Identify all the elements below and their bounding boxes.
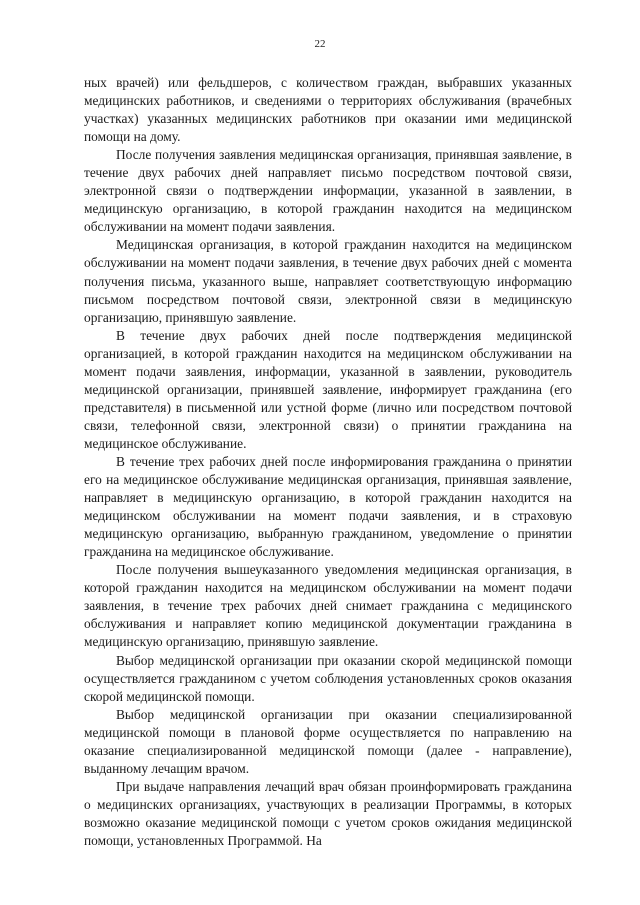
paragraph: В течение двух рабочих дней после подтверждения медицинской организацией, в которой гражданин находится на медицинском обслуживании на момент подачи заявления, информации, указанной в заявлении, руководитель медицинской организации, принявшей заявление, информирует гражданина (его представителя) в письменной или устной форме (лично или посредством почтовой связи, телефонной связи, электронной связи) о принятии гражданина на медицинское обслуживание. (84, 327, 572, 451)
paragraph: Медицинская организация, в которой гражданин находится на медицинском обслуживании на момент подачи заявления, в течение двух рабочих дней с момента получения письма, указанного выше, направляет соответствующую информацию письмом посредством почтовой связи, электронной связи в медицинскую организацию, принявшую заявление. (84, 237, 572, 325)
paragraph: Выбор медицинской организации при оказании специализированной медицинской помощи в плановой форме осуществляется по направлению на оказание специализированной медицинской помощи (далее - направление), выданному лечащим врачом. (84, 706, 572, 776)
page-number: 22 (314, 38, 326, 50)
paragraph: Выбор медицинской организации при оказании скорой медицинской помощи осуществляется гражданином с учетом соблюдения установленных сроков оказания скорой медицинской помощи. (84, 652, 572, 704)
paragraph: После получения вышеуказанного уведомления медицинская организация, в которой гражданин находится на медицинском обслуживании на момент подачи заявления, в течение трех рабочих дней снимает гражданина с медицинского обслуживания и направляет копию медицинской документации гражданина в медицинскую организацию, принявшую заявление. (84, 562, 572, 650)
document-body (84, 74, 572, 850)
paragraph-continuation: ных врачей) или фельдшеров, с количеством граждан, выбравших указанных медицинских работников, и сведениями о территориях обслуживания (врачебных участках) указанных медицинских работников при оказании ими медицинской помощи на дому. (84, 75, 572, 145)
paragraph: В течение трех рабочих дней после информирования гражданина о принятии его на медицинское обслуживание медицинская организация, принявшая заявление, направляет в медицинскую организацию, в которой гражданин находится на медицинском обслуживании на момент подачи заявления, и в страховую медицинскую организацию, выбранную гражданином, уведомление о принятии гражданина на медицинское обслуживание. (84, 453, 572, 560)
paragraph: При выдаче направления лечащий врач обязан проинформировать гражданина о медицинских организациях, участвующих в реализации Программы, в которых возможно оказание медицинской помощи с учетом сроков ожидания медицинской помощи, установленных Программой. На (84, 778, 572, 848)
paragraph: После получения заявления медицинская организация, принявшая заявление, в течение двух рабочих дней направляет письмо посредством почтовой связи, электронной связи о подтверждении информации, указанной в заявлении, в медицинскую организацию, в которой гражданин находится на медицинском обслуживании на момент подачи заявления. (84, 147, 572, 235)
